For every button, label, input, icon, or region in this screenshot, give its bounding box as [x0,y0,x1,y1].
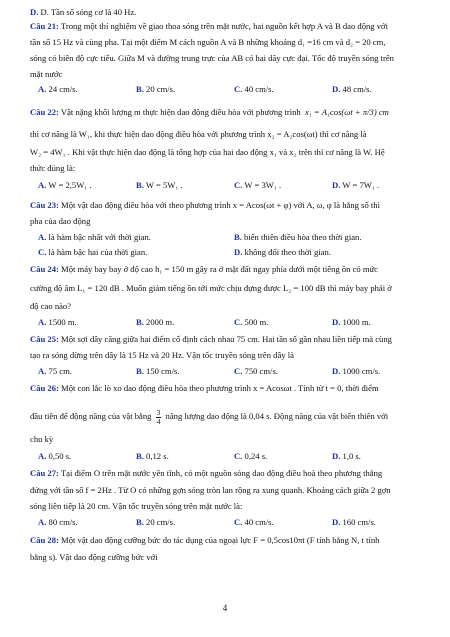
option-a[interactable]: A. 75 cm. [38,366,72,376]
question-26-line-3: chu kỳ [30,434,54,444]
option-a[interactable]: A. 1500 m. [38,317,77,327]
option-d[interactable]: D. W = 7W₁ . [332,180,380,190]
question-23-line-2: pha của dao động [30,216,91,226]
option-a[interactable]: A. 80 cm/s. [38,517,78,527]
question-26-line-2: đầu tiên để động năng của vật bằng $\frac{3}{4}$ năng lượng dao động là 0,04 s. Động năng của vật biến thiên với [30,407,389,426]
option-b[interactable]: B. 150 cm/s. [136,366,180,376]
option-c[interactable]: C. là hàm bậc hai của thời gian. [38,247,148,257]
option-d[interactable]: D. 160 cm/s. [332,517,376,527]
question-21-line-2: tần số 15 Hz và cùng pha. Tại một điểm M cách nguồn A và B những khoảng d₁ =16 cm và d₂ = 20 cm, [30,37,386,47]
option-c[interactable]: C. 500 m. [234,317,269,327]
question-27-options [38,517,422,528]
option-c[interactable]: C. 40 cm/s. [234,84,274,94]
fraction-three-quarters: $\frac{3}{4}$ [156,407,161,426]
question-25-options [38,366,422,377]
question-28-line-1: Câu 28: Một vật dao động cưỡng bức do tác dụng của ngoại lực F = 0,5cos10πt (F tính bằng N, t tính [30,535,380,545]
question-27-label: Câu 27: [30,468,59,478]
option-b[interactable]: B. W = 5W₁ . [136,180,183,190]
question-22-line-1: Câu 22: Vật nặng khối lượng m thực hiện dao động điều hòa với phương trình x₁ = A₁cos(ωt + π/3) cm [30,107,389,117]
question-21-line-4: mặt nước [30,69,63,79]
option-d[interactable]: D. 1,0 s. [332,451,361,461]
question-27-line-2: đứng với tần số f = 2Hz . Từ O có những gợn sóng tròn lan rộng ra xung quanh. Khoảng cách giữa 2 gợn [30,485,391,495]
question-24-line-3: độ cao nào? [30,301,72,311]
option-b[interactable]: B. 20 cm/s. [136,84,176,94]
option-c[interactable]: C. W = 3W₁ . [234,180,282,190]
page-number: 4 [222,603,228,613]
question-21-line-3: sóng có biên độ cực tiểu. Giữa M và đường trung trực của AB có hai dãy cực đại. Tốc độ truyền sóng trên [30,53,394,63]
option-b[interactable]: B. biến thiên điều hòa theo thời gian. [234,232,362,242]
question-24-options [38,317,422,328]
option-d[interactable]: D. 48 cm/s. [332,84,372,94]
question-26-line-1: Câu 26: Một con lắc lò xo dao động điều hòa theo phương trình x = Acosωt . Tính từ t = 0, thời điểm [30,383,379,393]
option-a[interactable]: A. 0,50 s. [38,451,72,461]
question-21-line-1: Câu 21: Trong một thí nghiệm về giao thoa sóng trên mặt nước, hai nguồn kết hợp A và B dao động với [30,21,388,31]
question-23-line-1: Câu 23: Một vật dao động điều hòa với theo phương trình x = Acos(ωt + φ) với A, ω, φ là hằng số thì [30,200,380,210]
question-23-options-row-1 [38,232,422,243]
option-b[interactable]: B. 2000 m. [136,317,175,327]
option-a[interactable]: A. 24 cm/s. [38,84,78,94]
question-28-label: Câu 28: [30,535,59,545]
option-d[interactable]: D. 1000 m. [332,317,371,327]
option-a[interactable]: A. W = 2,5W₁ . [38,180,92,190]
question-24-label: Câu 24: [30,264,59,274]
question-28-line-2: bằng s). Vật dao động cưỡng bức với [30,552,158,562]
option-d[interactable]: D. không đổi theo thời gian. [234,247,331,257]
question-23-label: Câu 23: [30,200,59,210]
question-22-line-4: thức đúng là: [30,163,76,173]
option-c[interactable]: C. 0,24 s. [234,451,268,461]
question-23-options-row-2 [38,247,422,258]
question-25-line-1: Câu 25: Một sợi dây căng giữa hai điểm cố định cách nhau 75 cm. Hai tần số gần nhau liền tiếp mà cùng [30,334,392,344]
question-26-label: Câu 26: [30,383,59,393]
question-21-options [38,84,422,95]
question-22-label: Câu 22: [30,107,59,117]
question-26-options [38,451,422,462]
question-22-line-3: W₂ = 4W₁ . Khi vật thực hiện dao động là tổng hợp của hai dao động x₁ và x₂ trên thì cơ năng là W. Hệ [30,147,385,157]
question-21-label: Câu 21: [30,21,59,31]
question-24-line-2: cường độ âm L₁ = 120 dB . Muốn giảm tiếng ồn tới mức chịu đựng được L₂ = 100 dB thì máy bay phải ở [30,283,392,293]
option-b[interactable]: B. 0,12 s. [136,451,169,461]
question-25-label: Câu 25: [30,334,59,344]
option-b[interactable]: B. 20 cm/s. [136,517,176,527]
equation-x1: x₁ = A₁cos(ωt + π/3) cm [304,107,389,117]
question-22-options [38,180,422,191]
option-c[interactable]: C. 750 cm/s. [234,366,278,376]
option-d[interactable]: D. 1000 cm/s. [332,366,381,376]
question-27-line-3: sóng liên tiếp là 20 cm. Vận tốc truyền sóng trên mặt nước là: [30,501,243,511]
option-a[interactable]: A. là hàm bậc nhất với thời gian. [38,232,151,242]
question-25-line-2: tạo ra sóng dừng trên dây là 15 Hz và 20 Hz. Vận tốc truyền sóng trên dây là [30,350,294,360]
question-24-line-1: Câu 24: Một máy bay bay ở độ cao h₁ = 150 m gây ra ở mặt đất ngay phía dưới một tiếng ồn có mức [30,264,378,274]
question-22-line-2: thì cơ năng là W₁, khi thực hiện dao động điều hòa với phương trình x₂ = A₂cos(ωt) thì cơ năng là [30,129,367,139]
question-27-line-1: Câu 27: Tại điểm O trên mặt nước yên tĩnh, có một nguồn sóng dao động điều hoà theo phương thẳng [30,468,383,478]
previous-option-d: D. D. Tần số sóng cơ là 40 Hz. [30,7,137,17]
option-c[interactable]: C. 40 cm/s. [234,517,274,527]
